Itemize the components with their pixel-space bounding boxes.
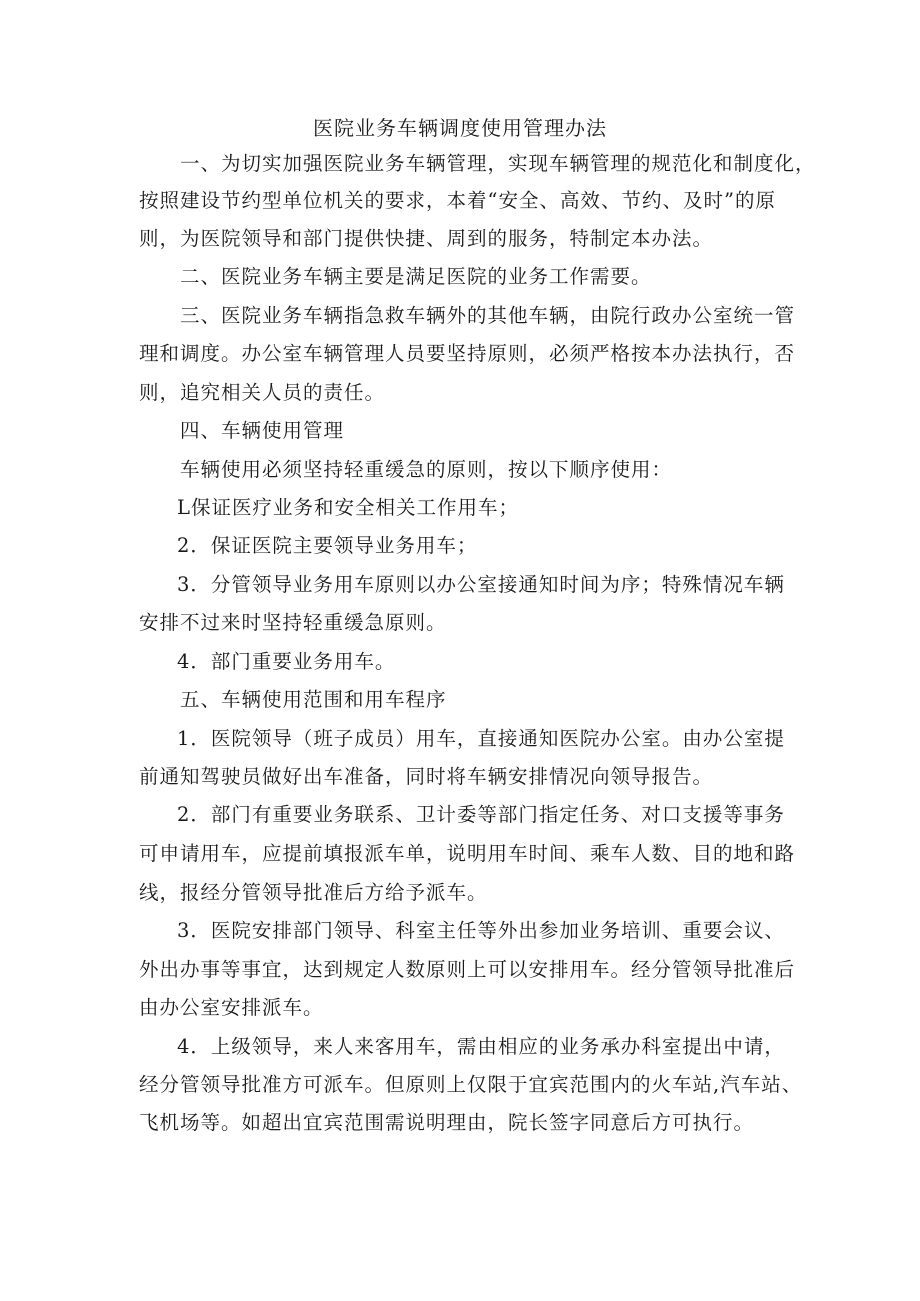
list-item: 3．分管领导业务用车原则以办公室接通知时间为序；特殊情况车辆 bbox=[177, 573, 785, 596]
list-item: 2．保证医院主要领导业务用车； bbox=[177, 534, 478, 557]
list-item: 3．医院安排部门领导、科室主任等外出参加业务培训、重要会议、 bbox=[177, 919, 785, 942]
section-heading: 四、车辆使用管理 bbox=[180, 419, 345, 442]
text-line: 按照建设节约型单位机关的要求，本着“安全、高效、节约、及时”的原 bbox=[139, 189, 776, 212]
text-line: 二、医院业务车辆主要是满足医院的业务工作需要。 bbox=[180, 265, 652, 288]
list-item: 2．部门有重要业务联系、卫计委等部门指定任务、对口支援等事务 bbox=[177, 803, 785, 826]
text-line: 则，为医院领导和部门提供快捷、周到的服务，特制定本办法。 bbox=[139, 227, 714, 250]
text-line: 前通知驾驶员做好出车准备，同时将车辆安排情况向领导报告。 bbox=[139, 765, 714, 788]
list-item: 4．上级领导，来人来客用车，需由相应的业务承办科室提出中请， bbox=[177, 1035, 785, 1058]
list-item: 4．部门重要业务用车。 bbox=[177, 650, 396, 673]
text-line: 一、为切实加强医院业务车辆管理，实现车辆管理的规范化和制度化， bbox=[180, 152, 816, 175]
text-line: 经分管领导批准方可派车。但原则上仅限于宜宾范围内的火车站,汽车站、 bbox=[139, 1073, 803, 1096]
document-title: 医院业务车辆调度使用管理办法 bbox=[313, 116, 607, 140]
text-line: 理和调度。办公室车辆管理人员要坚持原则，必须严格按本办法执行，否 bbox=[139, 342, 796, 365]
text-line: 可申请用车，应提前填报派车单，说明用车时间、乘车人数、目的地和路 bbox=[139, 842, 796, 865]
text-line: 由办公室安排派车。 bbox=[139, 996, 324, 1019]
text-line: 外出办事等事宜，达到规定人数原则上可以安排用车。经分管领导批准后 bbox=[139, 958, 796, 981]
list-item: 1．医院领导（班子成员）用车，直接通知医院办公室。由办公室提 bbox=[177, 727, 785, 750]
text-line: 三、医院业务车辆指急救车辆外的其他车辆，由院行政办公室统一管 bbox=[180, 304, 796, 327]
section-heading: 五、车辆使用范围和用车程序 bbox=[180, 688, 447, 711]
text-line: 则，追究相关人员的责任。 bbox=[139, 381, 386, 404]
list-item: L保证医疗业务和安全相关工作用车； bbox=[177, 496, 519, 519]
text-line: 安排不过来时坚持轻重缓急原则。 bbox=[139, 611, 447, 634]
text-line: 车辆使用必须坚持轻重缓急的原则，按以下顺序使用： bbox=[180, 458, 673, 481]
text-line: 飞机场等。如超出宜宾范围需说明理由，院长签字同意后方可执行。 bbox=[139, 1111, 755, 1134]
text-line: 线，报经分管领导批准后方给予派车。 bbox=[139, 881, 488, 904]
